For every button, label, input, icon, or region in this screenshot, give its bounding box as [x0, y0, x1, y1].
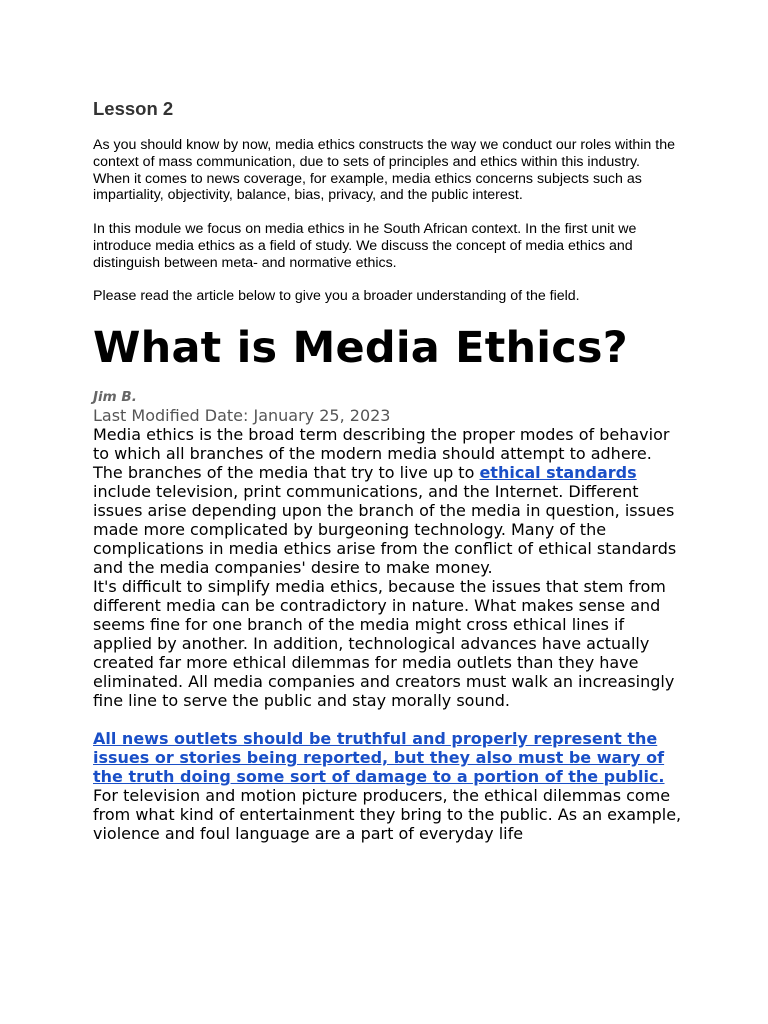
article-paragraph: For television and motion picture producers, the ethical dilemmas come from what kind of entertainment they bring to the public. As an example, violence and foul language are a part of everyday life — [93, 785, 682, 843]
intro-paragraph: Please read the article below to give you a broader understanding of the field. — [93, 288, 580, 305]
lesson-intro — [93, 137, 683, 305]
ethical-standards-link[interactable]: ethical standards — [479, 462, 637, 482]
article-paragraph — [93, 425, 683, 577]
lesson-title: Lesson 2 — [93, 98, 174, 119]
paragraph-text: Media ethics is the broad term describing the proper modes of behavior to which all branches of the modern media should attempt to adhere. The branches of the media that try to live up to — [93, 424, 670, 482]
paragraph-spacer — [93, 710, 683, 729]
intro-paragraph: As you should know by now, media ethics constructs the way we conduct our roles within the context of mass communication, due to sets of principles and ethics within this industry. When it comes to news coverage, for example, media ethics concerns subjects such as impartiality, objectivity, balance, bias, privacy, and the public interest. — [93, 137, 675, 204]
pull-quote-link[interactable]: All news outlets should be truthful and properly represent the issues or stories being reported, but they also must be wary of the truth doing some sort of damage to a portion of the public. — [93, 728, 665, 786]
article-title: What is Media Ethics? — [93, 322, 628, 373]
paragraph-text: include television, print communications, and the Internet. Different issues arise depending upon the branch of the media in question, issues made more complicated by burgeoning technology. Many of the complications in media ethics arise from the conflict of ethical standards and the media companies' desire to make money. — [93, 481, 677, 577]
article-author: Jim B. — [93, 388, 137, 405]
article-modified-date: Last Modified Date: January 25, 2023 — [93, 405, 391, 425]
article-paragraph: It's difficult to simplify media ethics, because the issues that stem from different media can be contradictory in nature. What makes sense and seems fine for one branch of the media might cross ethical lines if applied by another. In addition, technological advances have actually created far more ethical dilemmas for media outlets than they have eliminated. All media companies and creators must walk an increasingly fine line to serve the public and stay morally sound. — [93, 576, 675, 710]
intro-paragraph: In this module we focus on media ethics in he South African context. In the first unit we introduce media ethics as a field of study. We discuss the concept of media ethics and distinguish between meta- and normative ethics. — [93, 220, 637, 271]
document-page — [93, 98, 683, 843]
